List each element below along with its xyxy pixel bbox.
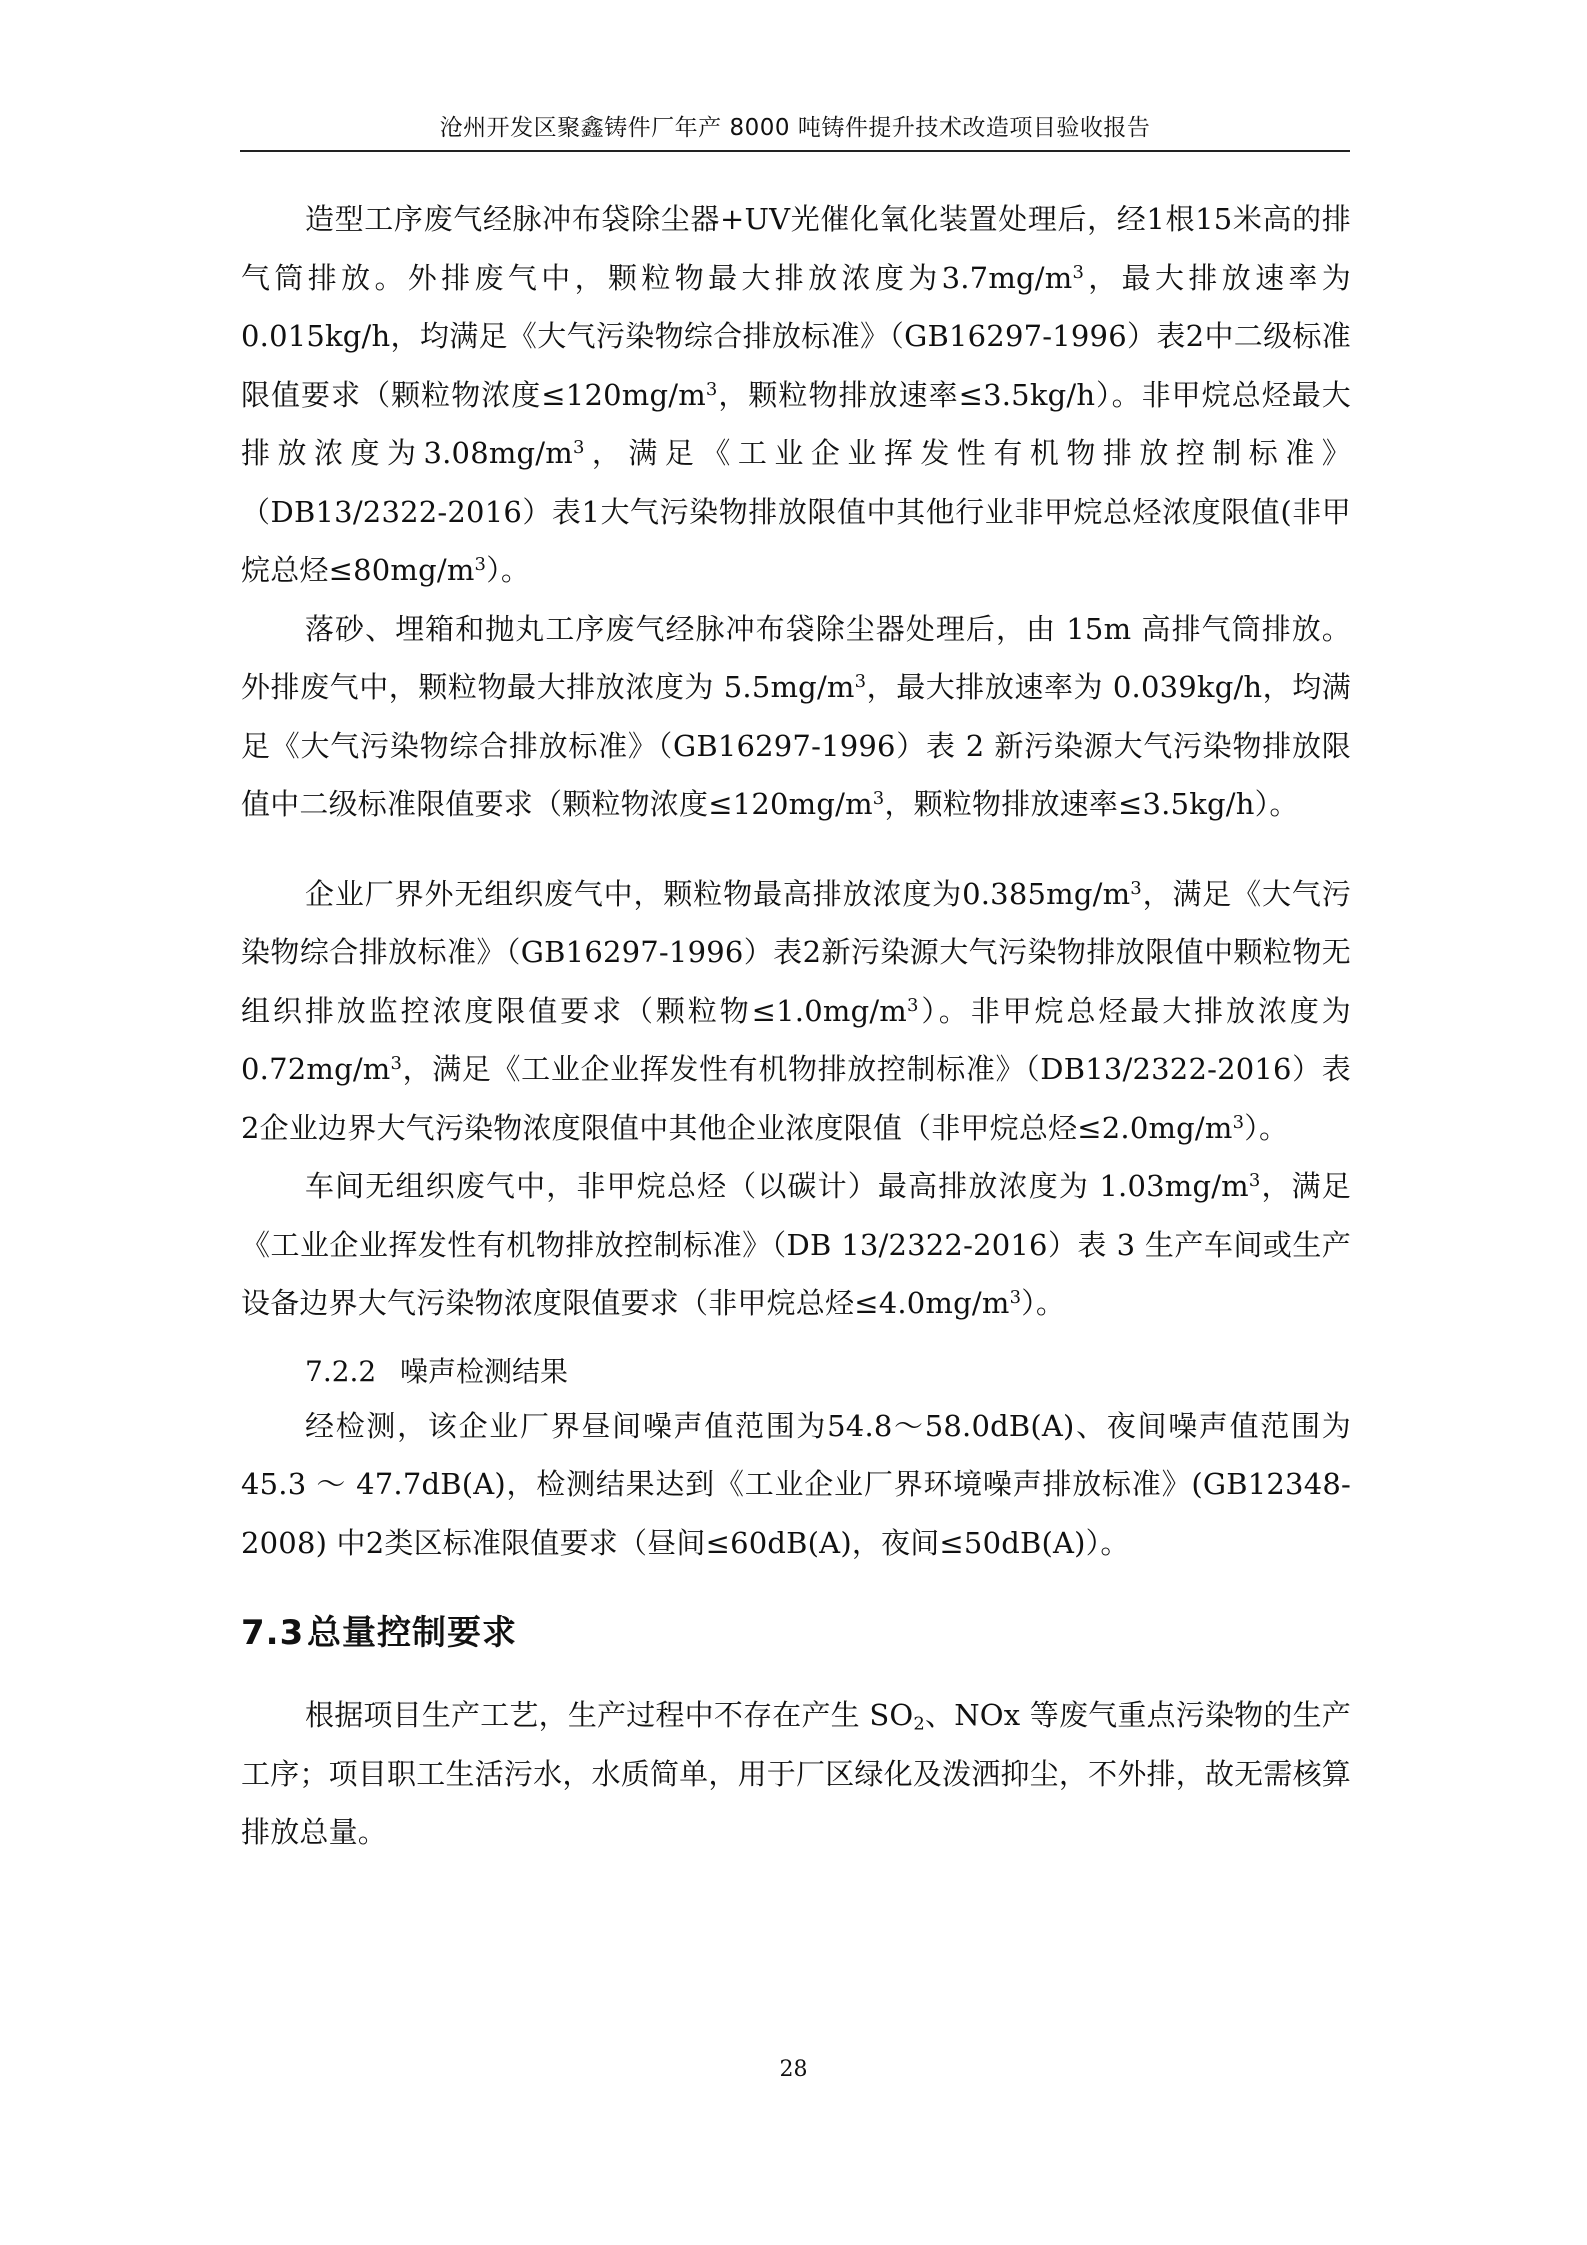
text-segment: ，颗粒物排放速率≤3.5kg/h）。非甲烷总烃最大排放浓度为3.08mg/m bbox=[241, 377, 1351, 470]
text-segment: 企业厂界外无组织废气中，颗粒物最高排放浓度为0.385mg/m bbox=[305, 876, 1131, 911]
text-segment: ，满足《工业企业挥发性有机物排放控制标准》（DB13/2322-2016）表2企业边界大气污染物浓度限值中其他企业浓度限值（非甲烷总烃≤2.0mg/m bbox=[241, 1052, 1351, 1145]
superscript: 3 bbox=[1130, 877, 1142, 899]
document-body bbox=[241, 190, 1351, 1862]
superscript: 3 bbox=[572, 437, 585, 459]
text-segment: ，满足《工业企业挥发性有机物排放控制标准》（DB 13/2322-2016）表 3 生产车间或生产设备边界大气污染物浓度限值要求（非甲烷总烃≤4.0mg/m bbox=[241, 1169, 1351, 1320]
superscript: 3 bbox=[907, 994, 919, 1016]
text-segment: 车间无组织废气中，非甲烷总烃（以碳计）最高排放浓度为 1.03mg/m bbox=[305, 1169, 1249, 1203]
subscript: 2 bbox=[913, 1713, 925, 1735]
page-number: 28 bbox=[779, 2057, 808, 2082]
text-segment: ）。 bbox=[486, 553, 531, 587]
superscript: 3 bbox=[1232, 1111, 1245, 1133]
paragraph-total-control bbox=[241, 1686, 1351, 1862]
superscript: 3 bbox=[872, 788, 885, 810]
superscript: 3 bbox=[390, 1053, 403, 1075]
text-segment: 落砂、埋箱和抛丸工序废气经脉冲布袋除尘器处理后，由 15m 高排气筒排放。外排废气中，颗粒物最大排放浓度为 5.5mg/m bbox=[241, 611, 1351, 704]
paragraph-molding-exhaust bbox=[241, 190, 1351, 600]
paragraph-shakeout-exhaust bbox=[241, 600, 1351, 834]
paragraph-workshop-fugitive bbox=[241, 1157, 1351, 1333]
subsection-number: 7.2.2 bbox=[305, 1354, 377, 1388]
header-title: 沧州开发区聚鑫铸件厂年产 8000 吨铸件提升技术改造项目验收报告 bbox=[439, 115, 1151, 141]
subsection-heading bbox=[241, 1347, 1351, 1397]
superscript: 3 bbox=[1248, 1170, 1261, 1192]
page-header bbox=[240, 110, 1350, 152]
paragraph-fugitive-boundary bbox=[241, 865, 1351, 1158]
text-segment: ）。非甲烷总烃最大排放浓度为0.72mg/m bbox=[241, 993, 1351, 1086]
section-heading bbox=[241, 1598, 1351, 1668]
paragraph-noise-result: 经检测，该企业厂界昼间噪声值范围为54.8～58.0dB(A)、夜间噪声值范围为45.3 ～ 47.7dB(A)，检测结果达到《工业企业厂界环境噪声排放标准》(GB12348-2008) 中2类区标准限值要求（昼间≤60dB(A)，夜间≤50dB(A)）。 bbox=[241, 1408, 1351, 1560]
text-segment: ，最大排放速率为 0.039kg/h，均满足《大气污染物综合排放标准》（GB16297-1996）表 2 新污染源大气污染物排放限值中二级标准限值要求（颗粒物浓度≤120mg/m bbox=[241, 670, 1351, 821]
text-segment: 根据项目生产工艺，生产过程中不存在产生 SO bbox=[305, 1698, 914, 1732]
superscript: 3 bbox=[705, 378, 718, 400]
text-segment: ，满足《工业企业挥发性有机物排放控制标准》（DB13/2322-2016）表1大气污染物排放限值中其他行业非甲烷总烃浓度限值(非甲烷总烃≤80mg/m bbox=[241, 436, 1351, 587]
text-segment: ）。 bbox=[1021, 1286, 1066, 1320]
superscript: 3 bbox=[1072, 261, 1085, 283]
text-segment: ，颗粒物排放速率≤3.5kg/h）。 bbox=[884, 787, 1299, 821]
text-segment: ，满足《大气污染物综合排放标准》（GB16297-1996）表2新污染源大气污染物排放限值中颗粒物无组织排放监控浓度限值要求（颗粒物≤1.0mg/m bbox=[241, 876, 1351, 1028]
subsection-title: 噪声检测结果 bbox=[400, 1354, 569, 1388]
section-number: 7.3 bbox=[241, 1613, 305, 1653]
text-segment: 造型工序废气经脉冲布袋除尘器+UV光催化氧化装置处理后，经1根15米高的排气筒排放。外排废气中，颗粒物最大排放浓度为3.7mg/m bbox=[241, 202, 1351, 295]
text-segment: 、NOx 等废气重点污染物的生产工序；项目职工生活污水，水质简单，用于厂区绿化及泼洒抑尘，不外排，故无需核算排放总量。 bbox=[241, 1698, 1351, 1849]
text-segment: ）。 bbox=[1244, 1110, 1289, 1145]
section-title: 总量控制要求 bbox=[307, 1613, 517, 1653]
text-segment: ，最大排放速率为0.015kg/h，均满足《大气污染物综合排放标准》（GB16297-1996）表2中二级标准限值要求（颗粒物浓度≤120mg/m bbox=[241, 260, 1351, 412]
superscript: 3 bbox=[854, 671, 867, 693]
superscript: 3 bbox=[1009, 1287, 1022, 1309]
superscript: 3 bbox=[474, 554, 487, 576]
